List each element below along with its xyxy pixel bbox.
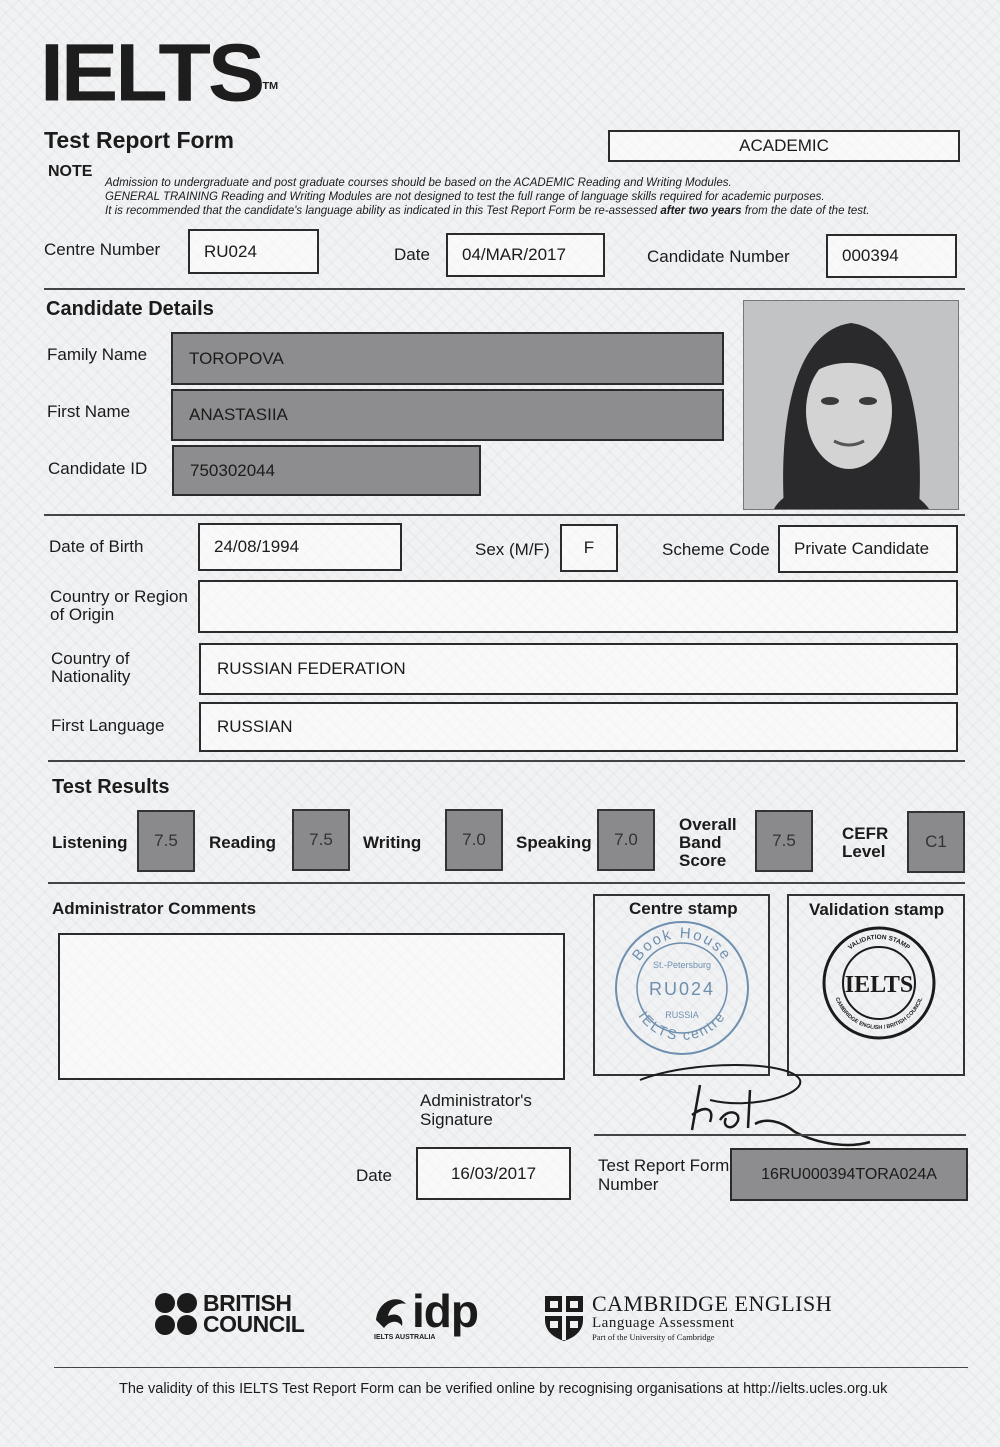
sex-field bbox=[560, 524, 618, 572]
listening-label: Listening bbox=[52, 833, 128, 852]
family-name-value: TOROPOVA bbox=[189, 348, 284, 368]
admin-comments-field bbox=[58, 933, 565, 1080]
date-value: 04/MAR/2017 bbox=[462, 245, 566, 264]
cambridge-line-1: CAMBRIDGE ENGLISH bbox=[592, 1291, 833, 1316]
overall-label-3: Score bbox=[679, 851, 727, 870]
ielts-logo-text: IELTS bbox=[40, 27, 263, 119]
dob-field bbox=[198, 523, 402, 571]
speaking-label: Speaking bbox=[516, 833, 592, 852]
dob-label: Date of Birth bbox=[49, 537, 144, 556]
footer-validity-note: The validity of this IELTS Test Report Form can be verified online by recognising organisations at http://ielts.ucles.org.uk bbox=[119, 1381, 888, 1397]
centre-number-value: RU024 bbox=[204, 241, 257, 261]
validation-ring-bottom: CAMBRIDGE ENGLISH / BRITISH COUNCIL bbox=[833, 996, 925, 1032]
centre-stamp-label: Centre stamp bbox=[629, 899, 738, 918]
validation-stamp bbox=[821, 925, 937, 1041]
bc-line-2: COUNCIL bbox=[203, 1311, 305, 1337]
centre-stamp-bottom-text: IELTS centre bbox=[635, 1007, 729, 1044]
candidate-id-field bbox=[172, 445, 481, 496]
trf-label-2: Number bbox=[598, 1175, 659, 1194]
note-line-2: GENERAL TRAINING Reading and Writing Modules are not designed to test the full range of language skills required for academic purposes. bbox=[105, 191, 825, 203]
centre-number-label: Centre Number bbox=[44, 240, 161, 259]
sex-value: F bbox=[583, 538, 595, 557]
listening-score bbox=[137, 810, 195, 872]
validation-stamp-label: Validation stamp bbox=[809, 900, 945, 919]
form-title: Test Report Form bbox=[44, 127, 234, 153]
note-line-3c: from the date of the test. bbox=[741, 205, 870, 217]
admin-date-label: Date bbox=[356, 1166, 392, 1185]
nationality-value: RUSSIAN FEDERATION bbox=[217, 659, 406, 678]
cambridge-line-2: Language Assessment bbox=[592, 1315, 735, 1331]
cefr-label-1: CEFR bbox=[842, 824, 889, 843]
date-label: Date bbox=[394, 245, 430, 264]
origin-label-2: of Origin bbox=[50, 605, 115, 624]
centre-stamp-sub: St.-Petersburg bbox=[652, 960, 712, 970]
divider-personal bbox=[48, 760, 965, 762]
candidate-photo bbox=[743, 300, 959, 510]
cefr-label-2: Level bbox=[842, 842, 886, 861]
signature-label-1: Administrator's bbox=[420, 1091, 532, 1110]
note-line-3b: after two years bbox=[660, 205, 742, 217]
scheme-code-label: Scheme Code bbox=[662, 540, 770, 559]
nationality-field bbox=[199, 643, 958, 695]
origin-label-1: Country or Region bbox=[50, 587, 188, 606]
first-name-label: First Name bbox=[47, 402, 131, 421]
centre-stamp-top-text: Book House bbox=[628, 924, 736, 965]
first-name-field bbox=[171, 389, 724, 441]
candidate-number-label: Candidate Number bbox=[647, 247, 790, 266]
admin-comments-label: Administrator Comments bbox=[52, 899, 257, 918]
british-council-logo bbox=[154, 1292, 304, 1336]
centre-stamp bbox=[612, 918, 752, 1058]
sex-label: Sex (M/F) bbox=[475, 540, 550, 559]
signature-line bbox=[594, 1134, 966, 1136]
validation-ring-top: VALIDATION STAMP bbox=[846, 933, 912, 952]
idp-text: idp bbox=[412, 1285, 478, 1337]
writing-label: Writing bbox=[363, 833, 422, 852]
cambridge-shield-icon bbox=[543, 1294, 585, 1342]
idp-emblem-icon bbox=[372, 1290, 412, 1334]
trf-number-value: 16RU000394TORA024A bbox=[761, 1165, 937, 1183]
first-language-label: First Language bbox=[51, 716, 165, 735]
administrator-signature bbox=[630, 1060, 890, 1160]
reading-label: Reading bbox=[209, 833, 277, 852]
test-results-title: Test Results bbox=[52, 776, 170, 798]
trademark-mark: TM bbox=[262, 80, 279, 92]
bc-line-1: BRITISH bbox=[203, 1290, 292, 1316]
admin-date-field bbox=[416, 1147, 571, 1200]
note-line-1: Admission to undergraduate and post graduate courses should be based on the ACADEMIC Reading and Writing Modules. bbox=[105, 177, 732, 189]
centre-number-field bbox=[188, 229, 319, 274]
note-line-3a: It is recommended that the candidate's language ability as indicated in this Test Report Form be re-assessed bbox=[105, 205, 661, 217]
divider-header bbox=[44, 288, 965, 290]
speaking-score bbox=[597, 809, 655, 871]
candidate-number-value: 000394 bbox=[842, 246, 899, 265]
writing-score bbox=[445, 809, 503, 871]
nationality-label-1: Country of bbox=[51, 649, 130, 668]
admin-date-value: 16/03/2017 bbox=[450, 1163, 537, 1183]
module-box bbox=[608, 130, 960, 162]
speaking-value: 7.0 bbox=[614, 830, 638, 849]
note-line-3 bbox=[105, 204, 869, 218]
ielts-logo bbox=[40, 27, 279, 119]
candidate-id-label: Candidate ID bbox=[48, 459, 148, 478]
cefr-value: C1 bbox=[925, 832, 947, 851]
note-label: NOTE bbox=[48, 163, 93, 180]
overall-label-2: Band bbox=[679, 833, 722, 852]
nationality-label-2: Nationality bbox=[51, 667, 131, 686]
idp-logo bbox=[372, 1285, 478, 1337]
overall-value: 7.5 bbox=[772, 831, 796, 850]
centre-stamp-country: RUSSIA bbox=[665, 1010, 699, 1020]
candidate-id-value: 750302044 bbox=[190, 460, 276, 480]
reading-score bbox=[292, 809, 350, 871]
family-name-field bbox=[171, 332, 724, 385]
trf-number-field bbox=[730, 1148, 968, 1201]
writing-value: 7.0 bbox=[462, 830, 486, 849]
centre-stamp-code: RU024 bbox=[648, 979, 716, 999]
first-language-value: RUSSIAN bbox=[217, 717, 293, 736]
date-field bbox=[446, 233, 605, 277]
module-value: ACADEMIC bbox=[739, 136, 829, 155]
reading-value: 7.5 bbox=[309, 830, 333, 849]
divider-results bbox=[48, 882, 965, 884]
cambridge-logo bbox=[543, 1293, 832, 1343]
divider-footer bbox=[54, 1367, 968, 1368]
origin-field bbox=[198, 580, 958, 633]
cefr-score bbox=[907, 811, 965, 873]
first-name-value: ANASTASIIA bbox=[189, 405, 288, 424]
trf-label-1: Test Report Form bbox=[598, 1156, 730, 1175]
scheme-code-field bbox=[778, 525, 958, 573]
validation-stamp-text: IELTS bbox=[844, 972, 914, 998]
british-council-dots-icon bbox=[154, 1292, 198, 1336]
scheme-code-value: Private Candidate bbox=[794, 539, 930, 558]
cambridge-line-3: Part of the University of Cambridge bbox=[592, 1332, 715, 1342]
candidate-number-field bbox=[826, 234, 957, 278]
listening-value: 7.5 bbox=[154, 831, 178, 850]
overall-score bbox=[755, 810, 813, 872]
idp-subtext: IELTS AUSTRALIA bbox=[374, 1334, 436, 1341]
candidate-details-title: Candidate Details bbox=[46, 298, 214, 320]
signature-label-2: Signature bbox=[420, 1110, 493, 1129]
dob-value: 24/08/1994 bbox=[214, 537, 300, 556]
overall-label-1: Overall bbox=[679, 815, 737, 834]
family-name-label: Family Name bbox=[47, 345, 148, 364]
divider-candidate bbox=[44, 514, 965, 516]
first-language-field bbox=[199, 702, 958, 752]
